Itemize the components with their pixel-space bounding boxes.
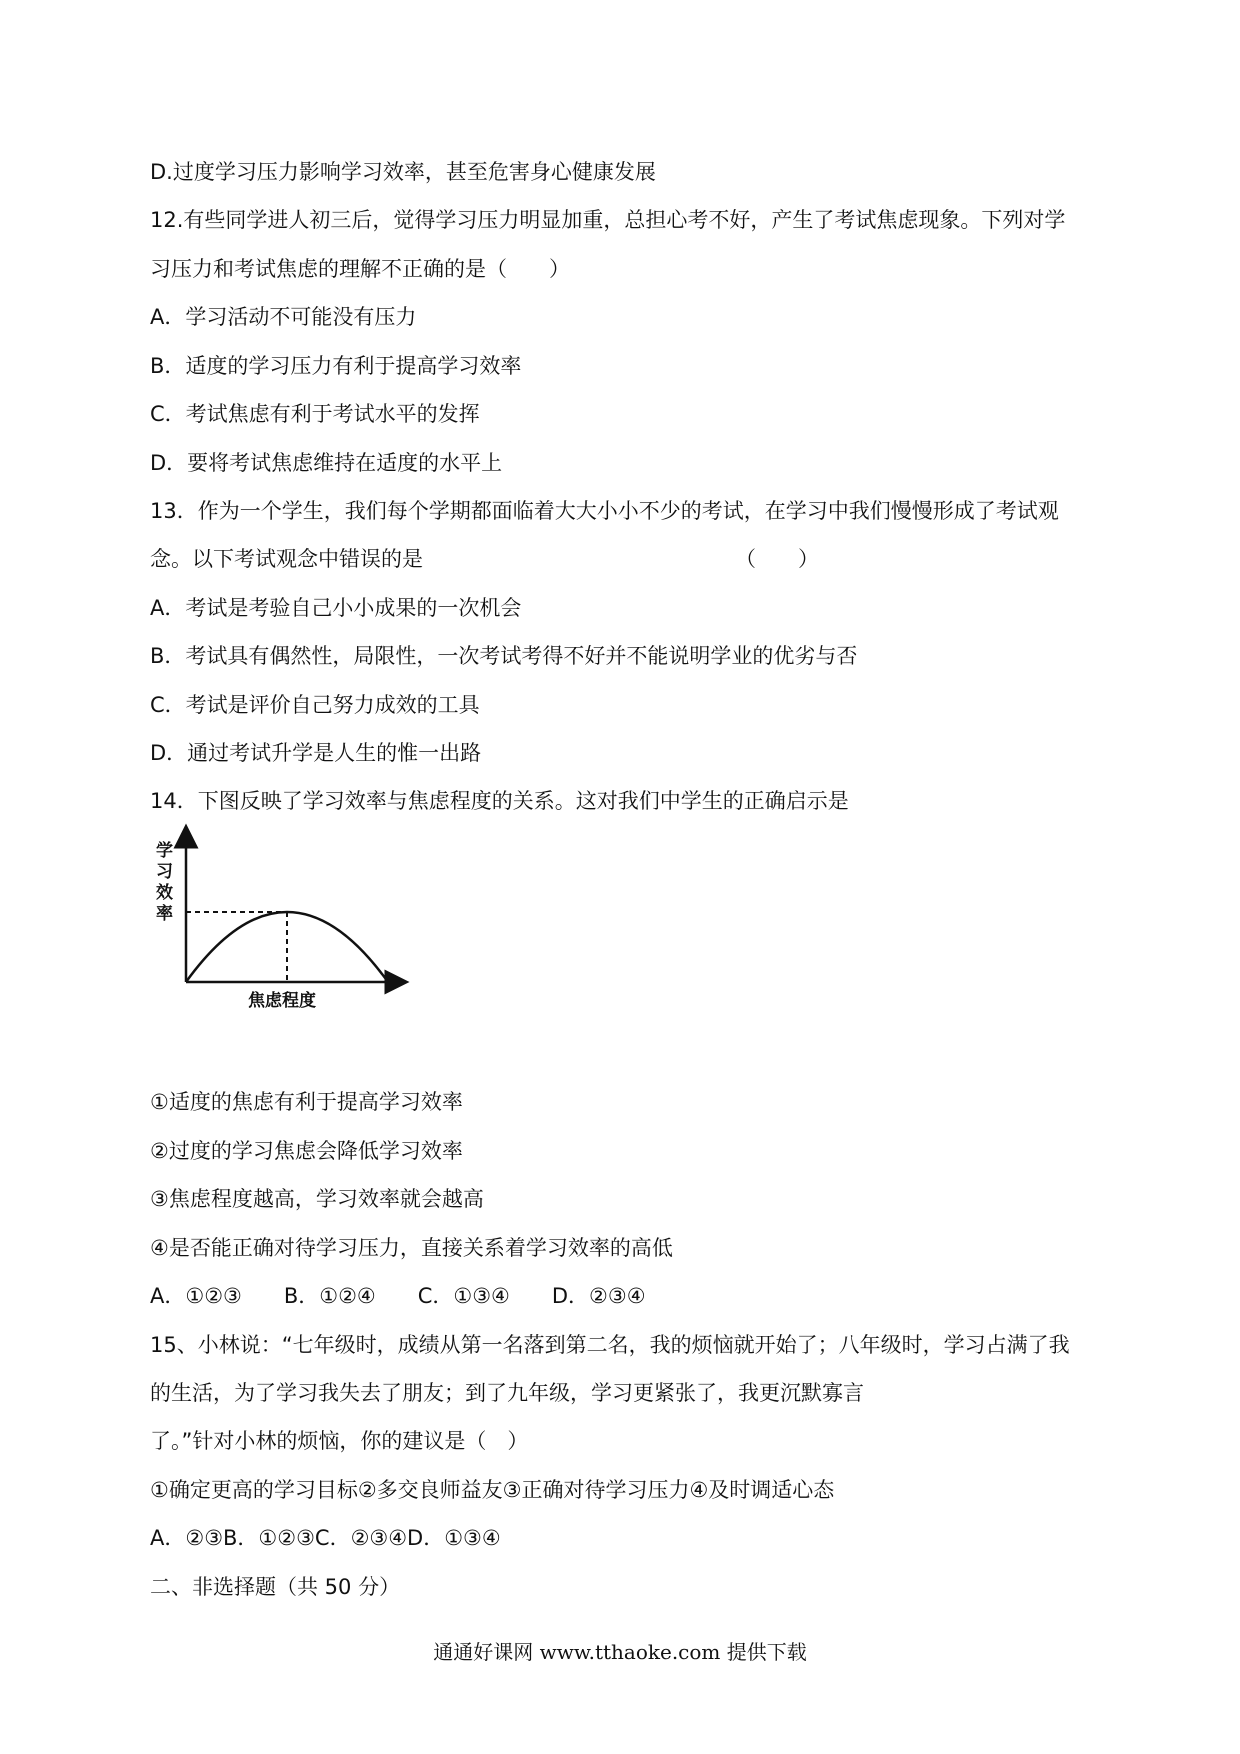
q15-stem-line-2: 的生活，为了学习我失去了朋友；到了九年级，学习更紧张了，我更沉默寡言 [150,1381,864,1405]
q13-option-c: C．考试是评价自己努力成效的工具 [150,693,480,717]
q13-option-b: B．考试具有偶然性，局限性，一次考试考得不好并不能说明学业的优劣与否 [150,644,858,668]
y-axis-char: 习 [156,862,173,882]
q14-statement-2: ②过度的学习焦虑会降低学习效率 [150,1139,463,1163]
y-axis-char: 学 [156,841,173,861]
q12-option-d: D．要将考试焦虑维持在适度的水平上 [150,451,503,475]
page-footer: 通通好课网 www.tthaoke.com 提供下载 [433,1640,807,1664]
q13-option-a: A．考试是考验自己小小成果的一次机会 [150,596,522,620]
efficiency-anxiety-figure [150,820,430,1015]
q13-option-d: D．通过考试升学是人生的惟一出路 [150,741,482,765]
q13-stem-line-2: 念。以下考试观念中错误的是 [150,547,423,571]
q12-stem-line-2: 习压力和考试焦虑的理解不正确的是（ ） [150,257,570,281]
q14-stem: 14．下图反映了学习效率与焦虑程度的关系。这对我们中学生的正确启示是 [150,789,849,813]
q15-stem-line-1: 15、小林说：“七年级时，成绩从第一名落到第二名，我的烦恼就开始了；八年级时，学习占满了我 [150,1333,1070,1357]
q15-statements: ①确定更高的学习目标②多交良师益友③正确对待学习压力④及时调适心态 [150,1478,835,1502]
q14-statement-3: ③焦虑程度越高，学习效率就会越高 [150,1187,484,1211]
y-axis-char: 率 [156,904,173,924]
q12-option-b: B．适度的学习压力有利于提高学习效率 [150,354,522,378]
q11-option-d: D.过度学习压力影响学习效率，甚至危害身心健康发展 [150,160,656,184]
q13-answer-paren: （ ） [735,547,819,571]
q12-stem-line-1: 12.有些同学进人初三后，觉得学习压力明显加重，总担心考不好，产生了考试焦虑现象。下列对学 [150,208,1066,232]
q15-stem-line-3: 了。”针对小林的烦恼，你的建议是（ ） [150,1429,529,1453]
section-heading: 二、非选择题（共 50 分） [150,1575,401,1599]
q14-options: A．①②③ B．①②④ C．①③④ D．②③④ [150,1284,646,1308]
q14-statement-4: ④是否能正确对待学习压力，直接关系着学习效率的高低 [150,1236,673,1260]
y-axis-char: 效 [156,883,173,903]
q12-option-c: C．考试焦虑有利于考试水平的发挥 [150,402,480,426]
q12-option-a: A．学习活动不可能没有压力 [150,305,417,329]
x-axis-label: 焦虑程度 [248,991,316,1011]
q13-stem-line-1: 13．作为一个学生，我们每个学期都面临着大大小小不少的考试，在学习中我们慢慢形成了考试观 [150,499,1059,523]
q14-statement-1: ①适度的焦虑有利于提高学习效率 [150,1090,463,1114]
q15-options: A．②③B．①②③C．②③④D．①③④ [150,1526,501,1550]
